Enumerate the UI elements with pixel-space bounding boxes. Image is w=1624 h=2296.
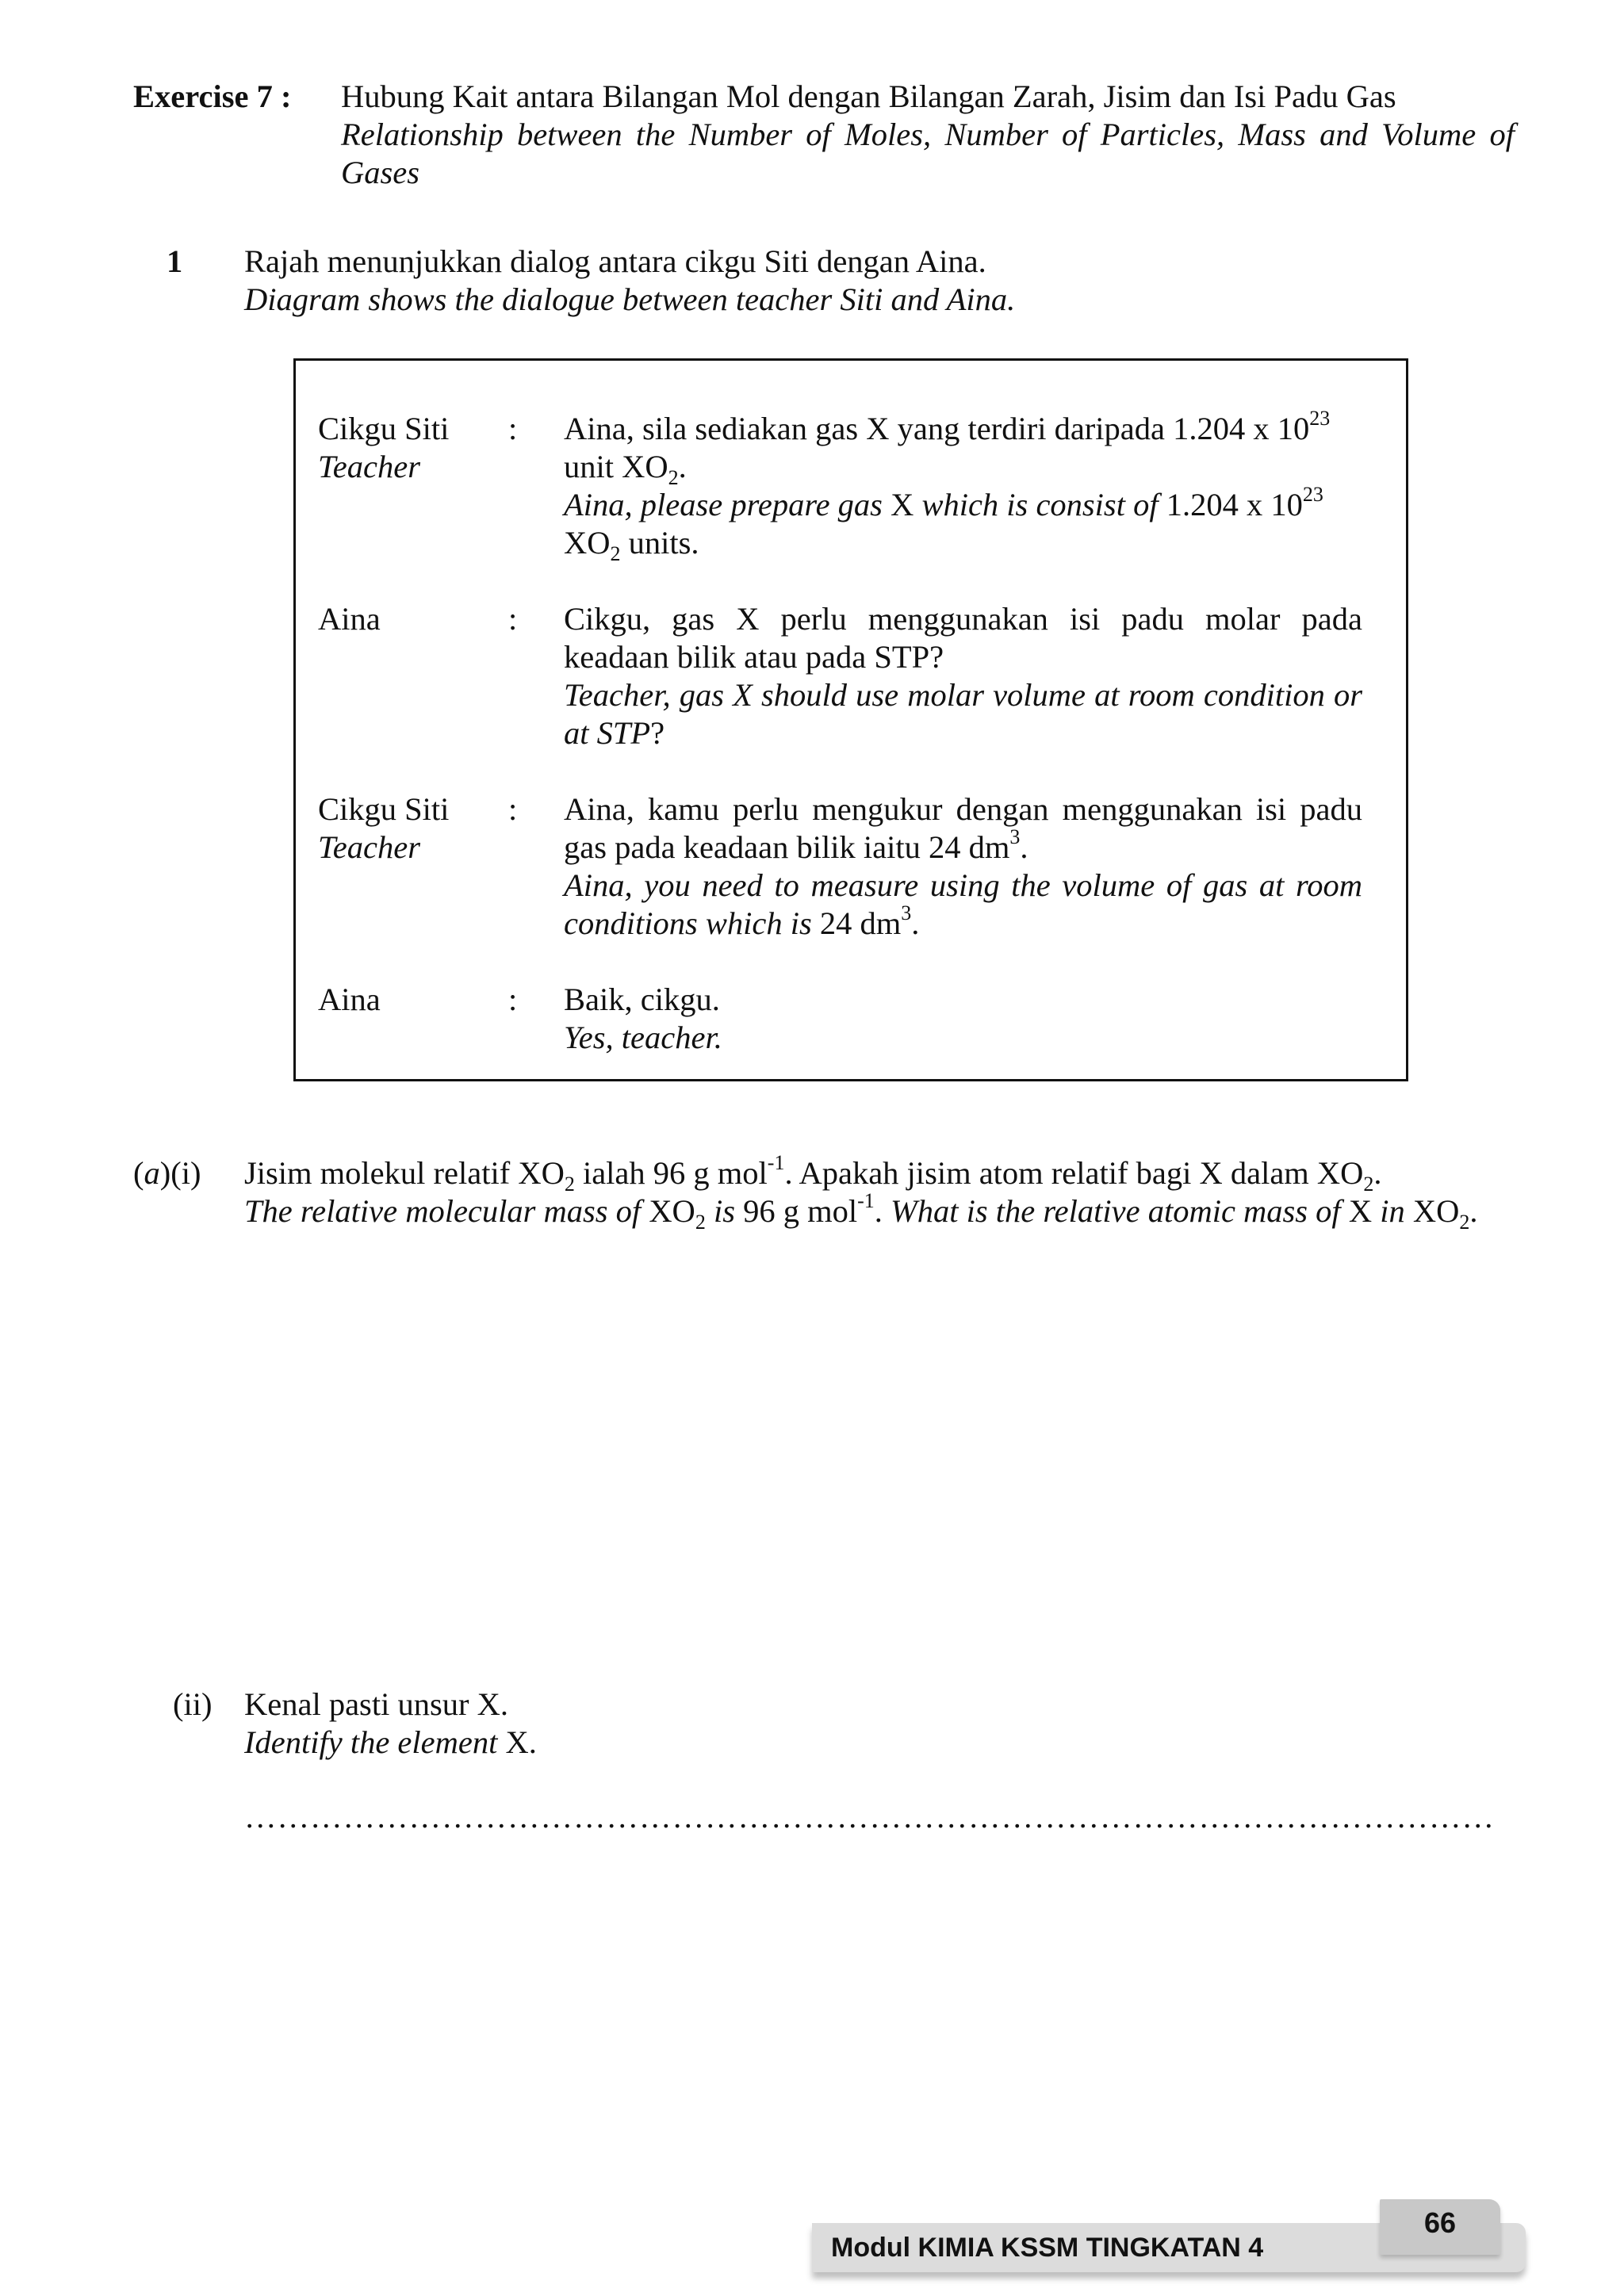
speaker-name-english: Teacher — [318, 449, 420, 484]
utterance-malay: Aina, kamu perlu mengukur dengan menggunakan isi padu gas pada keadaan bilik iaitu 24 $dm^3$. — [564, 791, 1362, 865]
dialogue-speaker — [318, 410, 508, 486]
dialogue-speaker — [318, 981, 508, 1019]
dialogue-box — [293, 358, 1408, 1081]
speaker-name-malay: Aina — [318, 601, 381, 637]
exercise-title-english: Relationship between the Number of Moles, Number of Particles, Mass and Volume of Gases — [341, 117, 1515, 190]
part-ii-question-malay: Kenal pasti unsur X. — [244, 1686, 508, 1722]
part-a-i-label: (a)(i) — [133, 1155, 201, 1191]
page-number: 66 — [1423, 2206, 1457, 2239]
question-intro-english: Diagram shows the dialogue between teacher Siti and Aina. — [244, 281, 1016, 317]
speaker-name-malay: Cikgu Siti — [318, 411, 450, 446]
dialogue-colon: : — [508, 982, 518, 1017]
dialogue-speaker — [318, 600, 508, 638]
utterance-malay: Cikgu, gas X perlu menggunakan isi padu molar pada keadaan bilik atau pada STP? — [564, 601, 1362, 675]
dialogue-colon: : — [508, 601, 518, 637]
exercise-title-malay: Hubung Kait antara Bilangan Mol dengan Bilangan Zarah, Jisim dan Isi Padu Gas — [341, 78, 1396, 114]
utterance-english: Aina, you need to measure using the volume of gas at room conditions which is 24 $dm^3$. — [564, 867, 1362, 941]
part-a-i-question-english: The relative molecular mass of $XO_2$ is 96 g mol$^{-1}$. What is the relative atomic mass of X in $XO_2$. — [244, 1188, 1478, 1234]
speaker-name-english: Teacher — [318, 829, 420, 865]
answer-line[interactable]: …………………………………………………………………………………………………… — [244, 1799, 1495, 1835]
utterance-malay-cont: unit $XO_2$. — [564, 449, 687, 490]
footer-module-title: Modul KIMIA KSSM TINGKATAN 4 — [831, 2233, 1264, 2263]
exercise-label: Exercise 7 : — [133, 78, 292, 114]
dialogue-utterance — [564, 406, 1362, 566]
part-ii-label: (ii) — [173, 1686, 213, 1722]
utterance-english: Teacher, gas X should use molar volume at room condition or at STP? — [564, 677, 1362, 751]
utterance-english: Aina, please prepare gas X which is consist of 1.204 x $10^{23}$ — [564, 482, 1323, 522]
dialogue-utterance — [564, 981, 1362, 1057]
dialogue-utterance — [564, 790, 1362, 943]
dialogue-speaker — [318, 790, 508, 867]
part-a-i-question-malay: Jisim molekul relatif $XO_2$ ialah 96 g mol$^{-1}$. Apakah jisim atom relatif bagi X dalam $XO_2$. — [244, 1150, 1382, 1196]
speaker-name-malay: Cikgu Siti — [318, 791, 450, 827]
utterance-english: Yes, teacher. — [564, 1020, 722, 1055]
dialogue-utterance — [564, 600, 1362, 752]
speaker-name-malay: Aina — [318, 982, 381, 1017]
dialogue-colon: : — [508, 411, 518, 446]
dialogue-colon: : — [508, 791, 518, 827]
question-intro-malay: Rajah menunjukkan dialog antara cikgu Siti dengan Aina. — [244, 243, 986, 279]
utterance-english-cont: $XO_2$ units. — [564, 525, 699, 566]
question-number: 1 — [167, 243, 183, 279]
part-ii-question-english: Identify the element X. — [244, 1724, 537, 1760]
utterance-malay: Aina, sila sediakan gas X yang terdiri daripada 1.204 x $10^{23}$ — [564, 406, 1331, 446]
utterance-malay: Baik, cikgu. — [564, 982, 720, 1017]
